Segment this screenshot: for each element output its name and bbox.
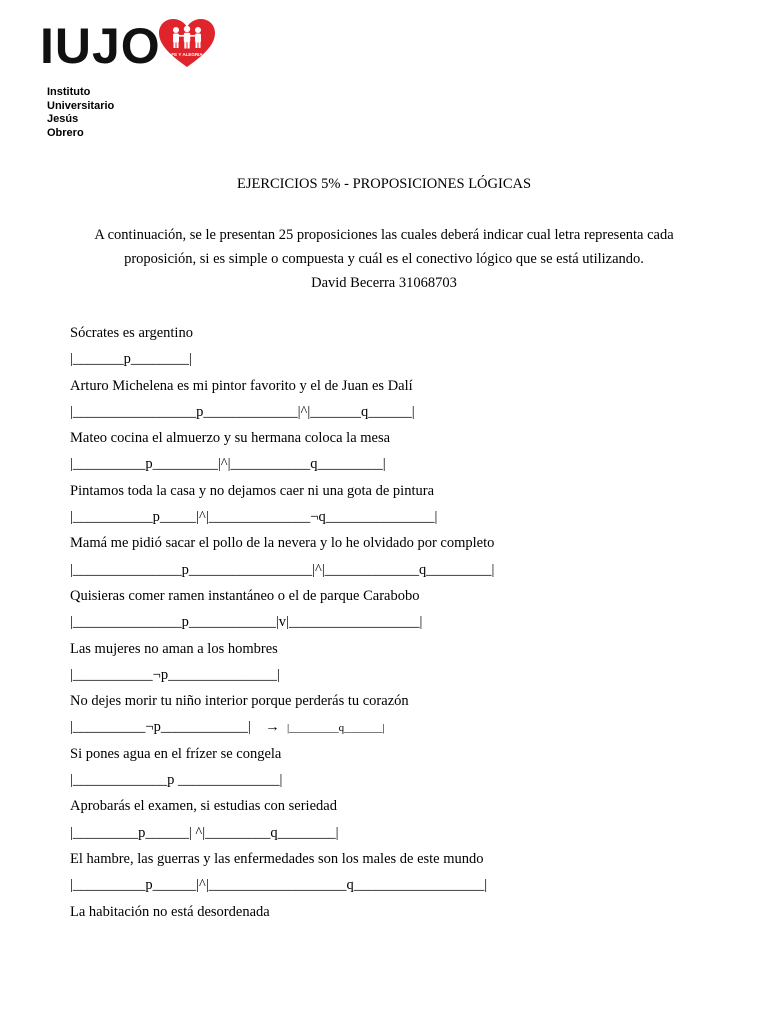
exercise-statement: Quisieras comer ramen instantáneo o el de parque Carabobo xyxy=(70,587,420,604)
exercise-statement: Las mujeres no aman a los hombres xyxy=(70,640,278,657)
document-title: EJERCICIOS 5% - PROPOSICIONES LÓGICAS xyxy=(236,176,532,192)
institute-line: Instituto xyxy=(47,86,91,98)
exercise-answer: |___________¬p_______________| xyxy=(70,666,280,683)
exercise-statement: El hambre, las guerras y las enfermedades son los males de este mundo xyxy=(70,850,484,867)
intro-block xyxy=(58,223,710,295)
exercise-statement: No dejes morir tu niño interior porque perderás tu corazón xyxy=(70,693,409,710)
exercise-statement: Mateo cocina el almuerzo y su hermana coloca la mesa xyxy=(70,430,391,447)
exercise-statement: Sócrates es argentino xyxy=(70,325,193,341)
exercise-answer-row xyxy=(70,714,728,740)
exercise-answer: |_______________p_________________|^|_____________q_________| xyxy=(70,561,495,578)
exercise-statement: Aprobarás el examen, si estudias con seriedad xyxy=(70,798,337,815)
exercise-answer: |_________p______| ^|_________q________| xyxy=(70,824,339,841)
exercise-answer-small: |_________q_______| xyxy=(286,722,385,735)
institute-line: Obrero xyxy=(47,126,84,139)
exercise-answer: |__________p_________|^|___________q_________| xyxy=(70,456,386,473)
exercise-statement: Pintamos toda la casa y no dejamos caer ni una gota de pintura xyxy=(70,482,435,499)
intro-text: A continuación, se le presentan 25 proposiciones las cuales deberá indicar cual letra representa cada proposición, si es simple o compuesta y cuál es el conectivo lógico que se está utilizando. xyxy=(94,227,674,267)
iujo-logo xyxy=(40,20,215,72)
exercise-answer: |__________¬p____________| → xyxy=(70,719,287,736)
exercise-answer: |_________________p_____________|^|_______q______| xyxy=(70,403,415,420)
exercise-answer: |_______p________| xyxy=(70,351,192,368)
exercise-statement: Mamá me pidió sacar el pollo de la nevera y lo he olvidado por completo xyxy=(70,535,495,552)
author-line: David Becerra 31068703 xyxy=(311,275,457,291)
exercise-answer: |__________p______|^|___________________q__________________| xyxy=(70,877,488,894)
exercise-statement: Si pones agua en el frízer se congela xyxy=(70,745,282,762)
exercise-answer: |_____________p ______________| xyxy=(70,772,283,789)
institute-line: Universitario xyxy=(47,99,115,112)
exercise-statement: Arturo Michelena es mi pintor favorito y el de Juan es Dalí xyxy=(70,377,413,394)
institute-name xyxy=(47,86,114,140)
logo-text: IUJO xyxy=(40,18,161,74)
heart-logo-icon xyxy=(159,19,215,69)
institute-line: Jesús xyxy=(47,113,79,125)
exercise-answer: |_______________p____________|v|__________________| xyxy=(70,614,423,631)
heart-caption: FE Y ALEGRIA xyxy=(171,52,203,57)
exercise-list xyxy=(70,320,728,925)
exercise-answer: |___________p_____|^|______________¬q_______________| xyxy=(70,509,438,526)
exercise-statement: La habitación no está desordenada xyxy=(70,903,270,920)
